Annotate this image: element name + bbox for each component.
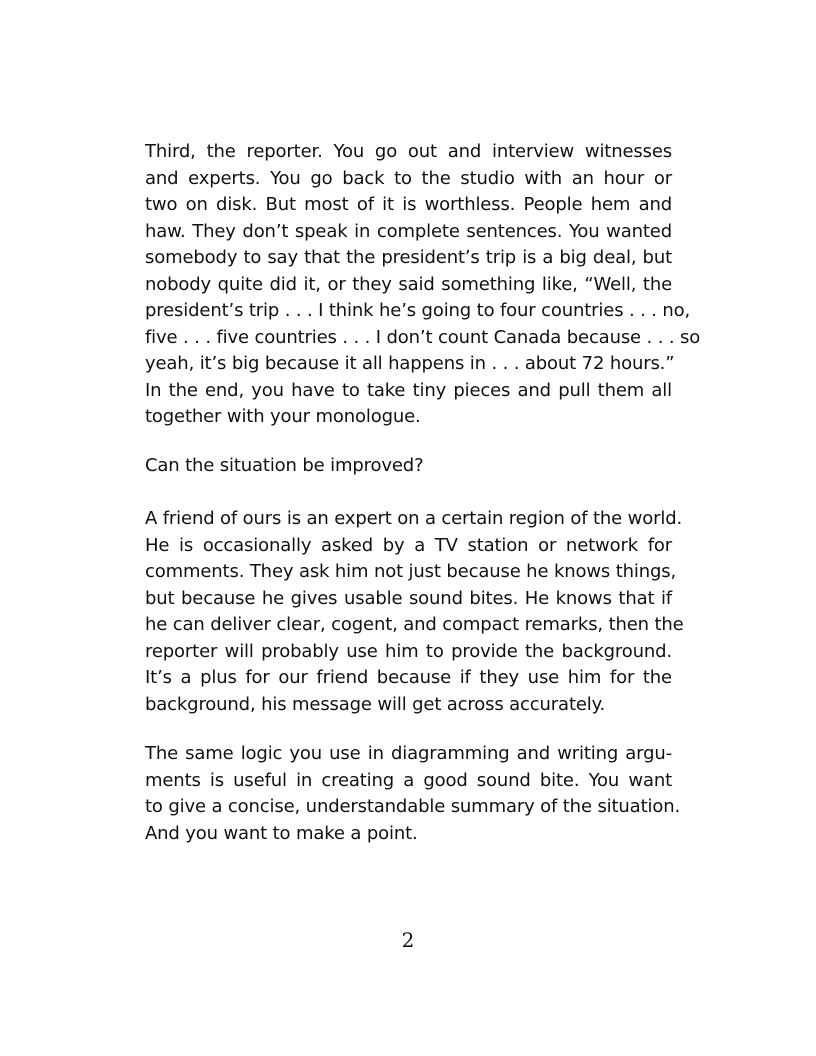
- text-line: The same logic you use in diagramming and writing argu-: [145, 743, 672, 764]
- text-line: together with your monologue.: [145, 406, 421, 427]
- text-line: Third, the reporter. You go out and interview witnesses: [145, 141, 672, 162]
- paragraph-sound-bite-logic: [145, 741, 681, 847]
- text-line: He is occasionally asked by a TV station or network for: [145, 534, 672, 556]
- text-line: Can the situation be improved?: [145, 455, 424, 476]
- paragraph-question: [145, 453, 672, 480]
- text-line: to give a concise, understandable summary of the situation.: [145, 796, 681, 817]
- text-line: And you want to make a point.: [145, 822, 418, 844]
- paragraph-reporter: [145, 139, 701, 431]
- text-line: five . . . five countries . . . I don’t count Canada because . . . so: [145, 326, 701, 348]
- text-line: nobody quite did it, or they said something like, “Well, the: [145, 273, 672, 295]
- text-line: It’s a plus for our friend because if they use him for the: [145, 667, 672, 688]
- text-line: background, his message will get across accurately.: [145, 693, 606, 715]
- text-line: he can deliver clear, cogent, and compact remarks, then the: [145, 614, 684, 635]
- text-line: In the end, you have to take tiny pieces and pull them all: [145, 379, 672, 401]
- text-line: comments. They ask him not just because he knows things,: [145, 561, 677, 582]
- text-line: president’s trip . . . I think he’s going to four countries . . . no,: [145, 300, 691, 321]
- text-line: yeah, it’s big because it all happens in . . . about 72 hours.”: [145, 353, 675, 374]
- text-line: two on disk. But most of it is worthless. People hem and: [145, 194, 672, 215]
- text-line: A friend of ours is an expert on a certain region of the world.: [145, 508, 683, 529]
- text-line: somebody to say that the president’s trip is a big deal, but: [145, 247, 672, 268]
- page-number: 2: [401, 928, 415, 952]
- text-line: ments is useful in creating a good sound bite. You want: [145, 769, 672, 791]
- text-line: reporter will probably use him to provide the background.: [145, 640, 672, 662]
- paragraph-friend-expert: [145, 506, 684, 718]
- text-line: haw. They don’t speak in complete sentences. You wanted: [145, 220, 672, 242]
- text-line: but because he gives usable sound bites. He knows that if: [145, 587, 672, 609]
- text-line: and experts. You go back to the studio with an hour or: [145, 167, 672, 189]
